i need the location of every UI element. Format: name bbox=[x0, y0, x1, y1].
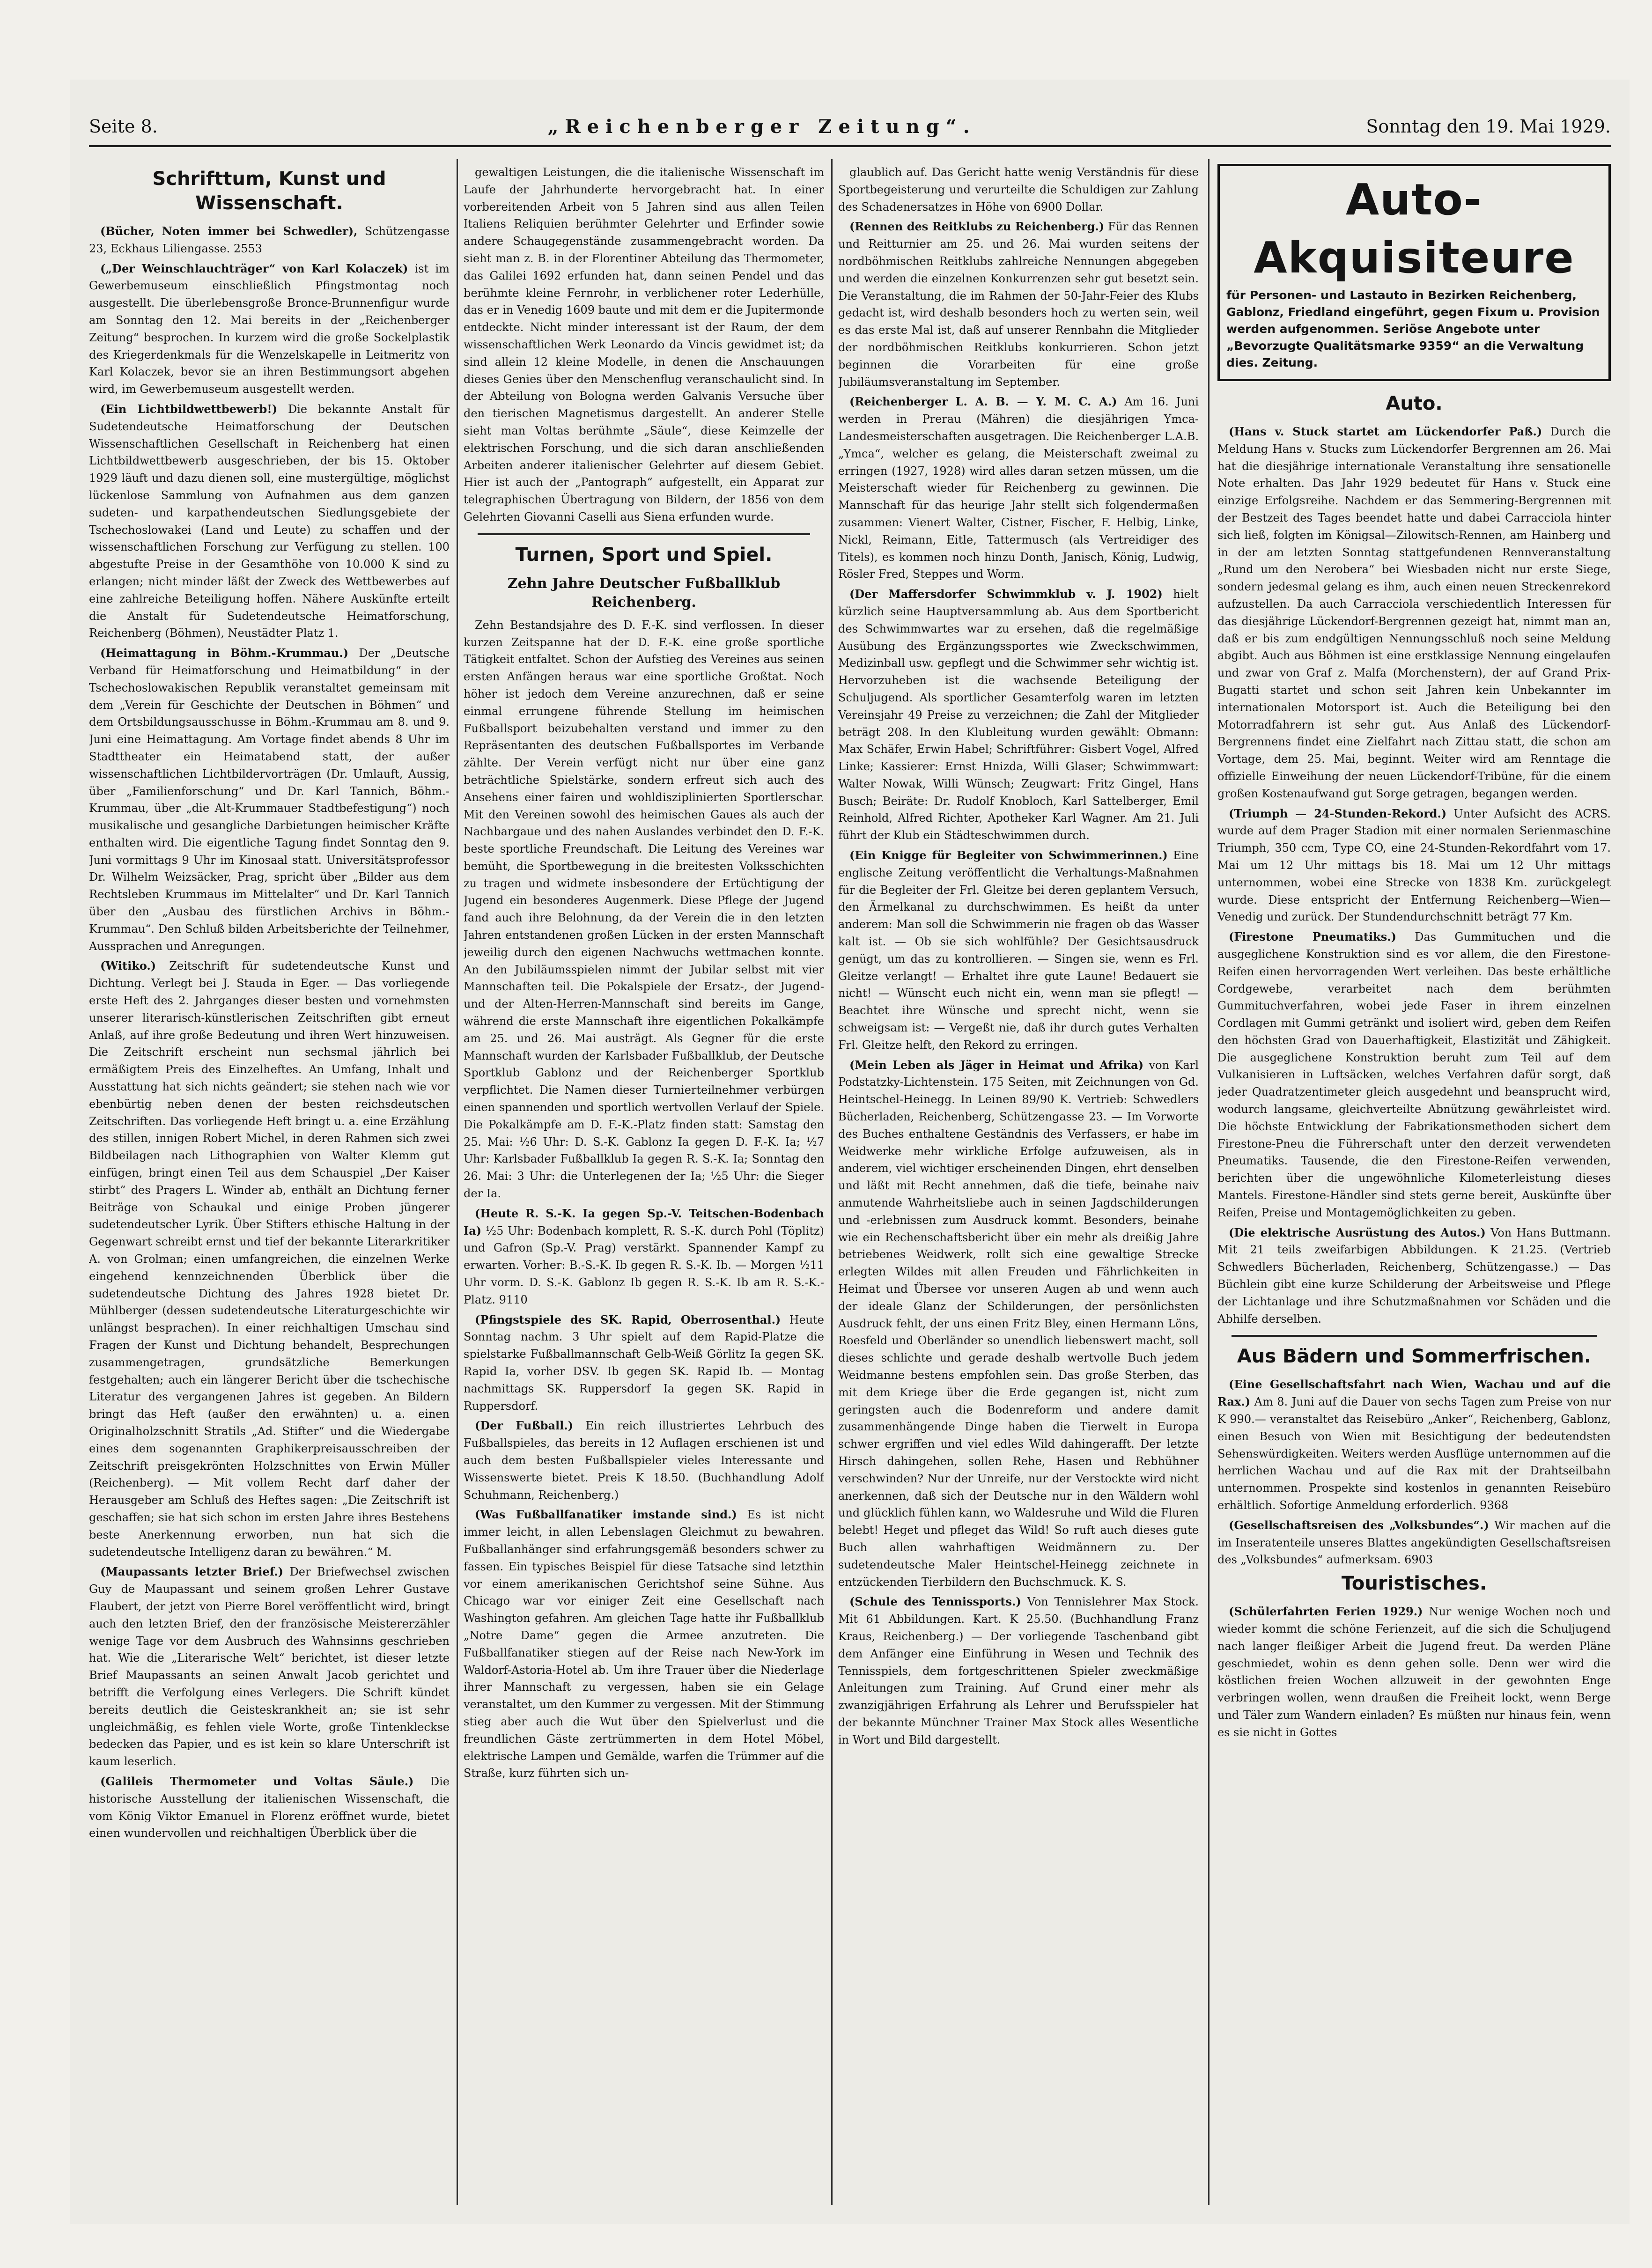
article bbox=[1217, 1603, 1611, 1741]
article-text: Unter Aufsicht des ACRS. wurde auf dem Prager Stadion mit einer normalen Serienmaschine Triumph, 350 ccm, Type CO, eine 24-Stunden-Rekordfahrt vom 17. Mai um 12 Uhr mittags bis 18. Mai um 12 Uhr mittags unternommen, wobei eine Strecke von 1838 Km. zurückgelegt wurde. Diese entspricht der Entfernung Reichenberg—Wien—Venedig und zurück. Der Stundendurchschnitt beträgt 77 Km. bbox=[1217, 807, 1611, 924]
article-text: Die historische Ausstellung der italienischen Wissenschaft, die vom König Viktor Emanuel in Florenz eröffnet wurde, bietet einen wundervollen und reichhaltigen Überblick über die bbox=[89, 1775, 450, 1840]
article-text: Eine englische Zeitung veröffentlicht die Verhaltungs-Maßnahmen für die Begleiter der Frl. Gleitze bei deren geplantem Versuch, den Ärmelkanal zu durchschwimmen. Es heißt da unter anderem: Man soll die Schwimmerin nie fragen ob das Wasser kalt ist. — Ob sie sich wohlfühle? Der Gesichtsausdruck genügt, um das zu kontrollieren. — Singen sie, wenn es Frl. Gleitze verlangt! — Erhaltet ihre gute Laune! Bedauert sie nicht! — Wünscht euch nicht ein, wenn man sie pflegt! — Beachtet ihre Wünsche und sprecht nicht, wenn sie schweigsam ist: — Vergeßt nie, daß ihr durch gutes Verhalten Frl. Gleitze helft, den Rekord zu erringen. bbox=[838, 849, 1199, 1052]
article-lead: (Triumph — 24-Stunden-Rekord.) bbox=[1229, 806, 1447, 820]
article-lead: (Witiko.) bbox=[100, 959, 156, 973]
article-text: Zeitschrift für sudetendeutsche Kunst und Dichtung. Verlegt bei J. Stauda in Eger. — Das vorliegende erste Heft des 2. Jahrganges dieser besten und vornehmsten unserer literarisch-künstlerischen Zeitschriften gibt erneut Anlaß, auf ihre große Bedeutung und ihren Wert hinzuweisen. Die Zeitschrift erscheint nun sechsmal jährlich bei ermäßigtem Preis des Einzelheftes. An Umfang, Inhalt und Ausstattung hat sich nichts geändert; sie stehen nach wie vor ebenbürtig neben denen der besten reichsdeutschen Zeitschriften. Das vorliegende Heft bringt u. a. eine Erzählung des stillen, innigen Robert Michel, in deren Rahmen sich zwei Bildbeilagen nach Lithographien von Walter Klemm gut einfügen, bringt einen Teil aus dem Schauspiel „Der Kaiser stirbt“ des Pragers L. Winder ab, enthält an Dichtung ferner Beiträge von Schaukal und einige Proben jüngerer sudetendeutscher Lyrik. Über Stifters ethische Haltung in der Gegenwart schreibt ernst und tief der bekannte Literarkritiker A. von Grolman; einen umfangreichen, die einzelnen Werke eingehend kennzeichnenden Überblick über die sudetendeutsche Dichtung des Jahres 1928 bietet Dr. Mühlberger (dessen sudetendeutsche Literaturgeschichte wir unlängst besprachen). In einer reichhaltigen Umschau sind Fragen der Kunst und Dichtung behandelt, Besprechungen zusammengetragen, grundsätzliche Bemerkungen festgehalten; auch ein längerer Bericht über die tschechische Literatur des vergangenen Jahres ist gegeben. An Bildern bringt das Heft (außer den erwähnten) u. a. einen Originalholzschnitt Stratils „Ad. Stifter“ und die Wiedergabe eines dem sogenannten Graphikerpreisausschreiben der Zeitschrift preisgekrönten Holzschnittes von Erwin Müller (Reichenberg). — Mit vollem Recht darf daher der Herausgeber am Schluß des Heftes sagen: „Die Zeitschrift ist geschaffen; sie hat sich schon im ersten Jahre ihres Bestehens beste Anerkennung erworben, nun hat sich die sudetendeutsche Intelligenz daran zu bewähren.“ M. bbox=[89, 959, 450, 1559]
article bbox=[1217, 1517, 1611, 1568]
article bbox=[838, 1057, 1199, 1591]
article bbox=[1217, 805, 1611, 926]
article-text: Von Tennislehrer Max Stock. Mit 61 Abbildungen. Kart. K 25.50. (Buchhandlung Franz Kraus, Reichenberg.) — Der vorliegende Taschenband gibt dem Anfänger eine Einführung in Wesen und Technik des Tennisspiels, dem fortgeschrittenen Spieler zweckmäßige Anleitungen zum Training. Auf Grund einer mehr als zwanzigjährigen Erfahrung als Lehrer und Berufsspieler hat der bekannte Münchner Trainer Max Stock alles Wesentliche in Wort und Bild dargestellt. bbox=[838, 1595, 1199, 1746]
article-text: Durch die Meldung Hans v. Stucks zum Lückendorfer Bergrennen am 26. Mai hat die diesjährige internationale Veranstaltung ihre sensationelle Note erhalten. Das Jahr 1929 bedeutet für Hans v. Stuck eine einzige Erfolgsreihe. Nachdem er das Semmering-Bergrennen mit der Bestzeit des Tages beendet hatte und dabei Carracciola hinter sich ließ, folgten im Königsal—Zilowitsch-Rennen, am Hainberg und in der am letzten Sonntag stattgefundenen Rennveranstaltung „Rund um den Nerobera“ bei Wiesbaden nicht nur erste Siege, sondern jedesmal gelang es ihm, auch einen neuen Streckenrekord aufzustellen. Da auch Carracciola verschiedentlich Interessen für das diesjährige Lückendorf-Bergrennen gezeigt hat, nimmt man an, daß er bis zum endgültigen Nennungsschluß noch seine Meldung abgibt. Auch aus Böhmen ist eine erstklassige Nennung eingelaufen und zwar von Graf z. Malfa (Morchenstern), der auf Grand Prix-Bugatti startet und schon seit Jahren kein Unbekannter im internationalen Motorsport ist. Auch die Beteiligung bei den Motorradfahrern ist sehr gut. Aus Anlaß des Lückendorf-Bergrennens findet eine Zielfahrt nach Zittau statt, die schon am Vortage, dem 25. Mai, beginnt. Weiter wird am Renntage die offizielle Einweihung der neuen Lückendorf-Tribüne, für die einem großen Kostenaufwand gut Sorge getragen, begangen werden. bbox=[1217, 425, 1611, 800]
article bbox=[1217, 423, 1611, 803]
article-text: Der „Deutsche Verband für Heimatforschung und Heimatbildung“ in der Tschechoslowakischen Republik veranstaltet gemeinsam mit dem „Verein für Geschichte der Deutschen in Böhmen“ und dem Ortsbildungsausschusse in Böhm.-Krummau am 8. und 9. Juni eine Heimattagung. Am Vortage findet abends 8 Uhr im Stadttheater ein Heimatabend statt, der außer wissenschaftlichen Lichtbildervorträgen (Dr. Umlauft, Aussig, über „Familienforschung“ und Dr. Karl Tannich, Böhm.-Krummau, über „die Alt-Krummauer Stadtbefestigung“) noch musikalische und gesangliche Darbietungen heimischer Kräfte enthalten wird. Die eigentliche Tagung findet Sonntag den 9. Juni vormittags 9 Uhr im Kinosaal statt. Universitätsprofessor Dr. Wilhelm Weizsäcker, Prag, spricht über „Bilder aus dem Rechtsleben Krummaus im Mittelalter“ und Dr. Karl Tannich über den „Ausbau des fürstlichen Archivs in Böhm.-Krummau“. Den Schluß bilden Arbeitsberichte der Teilnehmer, Aussprachen und Anregungen. bbox=[89, 647, 450, 953]
article-text: Heute Sonntag nachm. 3 Uhr spielt auf dem Rapid-Platze die spielstarke Fußballmannschaft Gelb-Weiß Görlitz Ia gegen SK. Rapid Ia, vorher DSV. Ib gegen SK. Rapid Ib. — Montag nachmittags SK. Ruppersdorf Ia gegen SK. Rapid in Ruppersdorf. bbox=[464, 1313, 824, 1413]
article-lead: (Pfingstspiele des SK. Rapid, Oberrosenthal.) bbox=[475, 1312, 781, 1326]
section-title-baeder: Aus Bädern und Sommerfrischen. bbox=[1237, 1346, 1592, 1368]
article-text: Von Hans Buttmann. Mit 21 teils zweifarbigen Abbildungen. K 21.25. (Vertrieb Schwedlers Bücherladen, Reichenberg, Schützengasse.) — Das Büchlein gibt eine kurze Schilderung der Arbeitsweise und Pflege der Lichtanlage und ihre Schutzmaßnahmen vor Schäden und die Abhilfe derselben. bbox=[1217, 1226, 1611, 1325]
article-text: Die bekannte Anstalt für Sudetendeutsche Heimatforschung der Deutschen Wissenschaftlichen Gesellschaft in Reichenberg hat einen Lichtbildwettbewerb ausgeschrieben, der bis 15. Oktober 1929 läuft und dazu dienen soll, eine mustergültige, möglichst lückenlose Sammlung von Aufnahmen aus dem ganzen sudeten- und karpathendeutschen Siedlungsgebiete der Tschechoslowakei (Land und Leute) zu schaffen und der wissenschaftlichen Forschung zur Verfügung zu stellen. 100 abgestufte Preise in der Gesamthöhe von 10.000 K sind zu erlangen; nicht minder läßt der Zweck des Wettbewerbes auf eine zahlreiche Beteiligung hoffen. Nähere Auskünfte erteilt die Anstalt für Sudetendeutsche Heimatforschung, Reichenberg (Böhmen), Neustädter Platz 1. bbox=[89, 402, 450, 640]
article-text: Es ist nicht immer leicht, in allen Lebenslagen Gleichmut zu bewahren. Fußballanhänger sind erfahrungsgemäß besonders schwer zu fassen. Ein typisches Beispiel für diese Tatsache sind letzthin vor einem amerikanischen Gerichtshof seine Sühne. Aus Chicago war vor einiger Zeit eine Gesellschaft nach Washington gefahren. Am gleichen Tage hatte ihr Fußballklub „Notre Dame“ gegen die Armee anzutreten. Die Fußballfanatiker stiegen auf der Reise nach New-York im Waldorf-Astoria-Hotel ab. Um ihre Trauer über die Niederlage ihrer Mannschaft zu vergessen, haben sie ein Gelage veranstaltet, um den Kummer zu vergessen. Mit der Stimmung stieg aber auch die Wut über den Spielverlust und die freundlichen Gäste zertrümmerten in dem Hotel Möbel, elektrische Lampen und Gemälde, warfen die Trümmer auf die Straße, kurz führten sich un- bbox=[464, 1508, 824, 1780]
article-lead: (Reichenberger L. A. B. — Y. M. C. A.) bbox=[849, 395, 1117, 409]
section-divider bbox=[1232, 1335, 1597, 1337]
article-text: Der Briefwechsel zwischen Guy de Maupassant und seinem großen Lehrer Gustave Flaubert, der jetzt von Pierre Borel veröffentlicht wird, bringt auch den letzten Brief, den der französische Meistererzähler wenige Tage vor dem Ausbruch des Wahnsinns geschrieben hat. Wie die „Literarische Welt“ berichtet, ist dieser letzte Brief Maupassants an seinen Anwalt Jacob gerichtet und betrifft die Verfolgung eines Verlegers. Die Schrift kündet bereits deutlich die Geisteskrankheit an; sie ist sehr ungleichmäßig, es fehlen viele Worte, große Tintenkleckse bedecken das Papier, und es ist kein so klare Unterschrift ist kaum leserlich. bbox=[89, 1565, 450, 1768]
article bbox=[89, 645, 450, 955]
article-text: Ein reich illustriertes Lehrbuch des Fußballspieles, das bereits in 12 Auflagen erschienen ist und auch dem besten Fußballspieler vieles Interessante und Wissenswerte bietet. Preis K 18.50. (Buchhandlung Adolf Schuhmann, Reichenberg.) bbox=[464, 1419, 824, 1502]
article-lead: (Der Fußball.) bbox=[475, 1419, 573, 1433]
article bbox=[838, 847, 1199, 1054]
article-lead: (Firestone Pneumatiks.) bbox=[1229, 930, 1396, 944]
column-4 bbox=[1217, 164, 1611, 2205]
article bbox=[464, 1311, 824, 1415]
article bbox=[1217, 928, 1611, 1222]
article-lead: (Heute R. S.-K. Ia gegen Sp.-V. Teitschen-Bodenbach Ia) bbox=[464, 1206, 824, 1237]
article-text: Am 8. Juni auf die Dauer von sechs Tagen zum Preise von nur K 990.— veranstaltet das Reisebüro „Anker“, Reichenberg, Gablonz, einen Besuch von Wien mit Besichtigung der bedeutendsten Sehenswürdigkeiten. Weiters werden Ausflüge unternommen auf die herrlichen Wachau und auf die Rax mit der Drahtseilbahn unternommen. Prospekte sind kostenlos in genannten Reisebüro erhältlich. Sofortige Anmeldung erforderlich. 9368 bbox=[1217, 1395, 1611, 1512]
newspaper-page bbox=[70, 80, 1630, 2224]
article bbox=[89, 1773, 450, 1842]
article-text: Zehn Bestandsjahre des D. F.-K. sind verflossen. In dieser kurzen Zeitspanne hat der D. F.-K. eine große sportliche Tätigkeit entfaltet. Schon der Aufstieg des Vereines aus seinen ersten Anfängen heraus war eine sportliche Großtat. Noch höher ist jedoch dem Vereine anzurechnen, daß er seine einmal errungene führende Stellung im heimischen Fußballsport beizubehalten verstand und immer zu den Repräsentanten des deutschen Fußballsportes im Verbande zählte. Der Verein verfügt nicht nur über eine ganz beträchtliche Spielstärke, sondern erfreut sich auch des Ansehens einer fairen und wohldisziplinierten Sportlerschar. Mit den Vereinen sowohl des heimischen Gaues als auch der Nachbargaue und des nahen Auslandes verbindet den D. F.-K. beste sportliche Freundschaft. Die Leitung des Vereines war bemüht, die Sportbewegung in die breitesten Volksschichten zu tragen und widmete insbesondere der Ertüchtigung der Jugend ein besonderes Augenmerk. Diese Pflege der Jugend fand auch ihre Belohnung, da der Verein die in den letzten Jahren entstandenen großen Lücken in der ersten Mannschaft jeweilig durch den eigenen Nachwuchs wettmachen konnte. An den Jubiläumsspielen nimmt der Jubilar selbst mit vier Mannschaften teil. Die Pokalspiele der Ersatz-, der Jugend- und der Alten-Herren-Mannschaft sind bereits im Gange, während die erste Mannschaft ihre eigentlichen Pokalkämpfe am 25. und 26. Mai austrägt. Als Gegner für die erste Mannschaft wurden der Karlsbader Fußballklub, der Deutsche Sportklub Gablonz und der Reichenberger Sportklub verpflichtet. Die Namen dieser Turnierteilnehmer verbürgen einen spannenden und sportlich wertvollen Verlauf der Spiele. Die Pokalkämpfe am D. F.-K.-Platz finden statt: Samstag den 25. Mai: ½6 Uhr: D. S.-K. Gablonz Ia gegen D. F.-K. Ia; ½7 Uhr: Karlsbader Fußballklub Ia gegen R. S.-K. Ia; Sonntag den 26. Mai: 3 Uhr: die Unterlegenen der Ia; ½5 Uhr: die Sieger der Ia. bbox=[464, 618, 824, 1200]
column-rule bbox=[1208, 159, 1210, 2205]
article bbox=[838, 218, 1199, 390]
article-lead: (Mein Leben als Jäger in Heimat und Afrika) bbox=[849, 1058, 1144, 1072]
article-text: Nur wenige Wochen noch und wieder kommt die schöne Ferienzeit, auf die sich die Schuljugend nach langer fleißiger Arbeit die Jugend freut. Da werden Pläne geschmiedet, wohin es denn gehen solle. Denn wer wird die köstlichen freien Wochen allzuweit in der gewohnten Enge verbringen wollen, wenn draußen die Freiheit lockt, wenn Berge und Täler zum Wandern einladen? Es müßten nur hinaus fein, wenn es sie nicht in Gottes bbox=[1217, 1605, 1611, 1739]
masthead: „Reichenberger Zeitung“. bbox=[547, 115, 976, 138]
article bbox=[464, 1205, 824, 1309]
article-lead: (Schülerfahrten Ferien 1929.) bbox=[1229, 1605, 1423, 1619]
article-text: Wir machen auf die im Inseratenteile unseres Blattes angekündigten Gesellschaftsreisen des „Volksbundes“ aufmerksam. 6903 bbox=[1217, 1518, 1611, 1567]
article bbox=[838, 1593, 1199, 1748]
article-text: Am 16. Juni werden in Prerau (Mähren) die diesjährigen Ymca-Landesmeisterschaften ausgetragen. Die Reichenberger L.A.B. „Ymca“, welcher es gelang, die Meisterschaft zweimal zu erringen (1927, 1928) wird alles daran setzen müssen, um die Meisterschaft wieder für Reichenberg zu gewinnen. Die Mannschaft für das heurige Jahr stellt sich folgendermaßen zusammen: Vienert Walter, Cistner, Fischer, F. Helbig, Linke, Nickl, Reimann, Eitle, Tattermusch (als Vertreidiger des Titels), es kommen noch hinzu Donth, Janisch, König, Ludwig, Rösler Fred, Steppes und Worm. bbox=[838, 395, 1199, 581]
ad-headline: Auto-Akquisiteure bbox=[1254, 175, 1575, 283]
article-lead: (Schule des Tennissports.) bbox=[849, 1595, 1021, 1609]
article bbox=[838, 393, 1199, 583]
article-lead: (Galileis Thermometer und Voltas Säule.) bbox=[100, 1774, 414, 1788]
article bbox=[89, 957, 450, 1561]
columns bbox=[89, 155, 1611, 2205]
article-text: von Karl Podstatzky-Lichtenstein. 175 Seiten, mit Zeichnungen von Gd. Heintschel-Heinegg. In Leinen 89/90 K. Vertrieb: Schwedlers Bücherladen, Reichenberg, Schützengasse 23. — Im Vorworte des Buches enthaltene Geständnis des Verfassers, er habe im Weidwerke mehr wirkliche Erfolge aufzuweisen, als in anderem, viel wichtiger erscheinenden Dingen, ehrt denselben und läßt mit Recht annehmen, daß die tiefe, beinahe naiv anmutende Wahrheitsliebe auch in seinen Jagdschilderungen und -erlebnissen zum Ausdruck kommt. Besonders, beinahe wie ein Rechenschaftsbericht über ein mehr als dreißig Jahre betriebenes Weidwerk, rollt sich eine gewaltige Strecke erlegten Wildes mit allen Freuden und Fährlichkeiten in Heimat und Übersee vor unseren Augen ab und wenn auch der ideale Glanz der Schilderungen, der persönlichsten Ausdruck fehlt, der uns einen Fritz Bley, einen Hermann Löns, Roesfeld und Oberländer so unendlich liebenswert macht, soll dieses schlichte und gerade deshalb wertvolle Buch jedem Weidmanne bestens empfohlen sein. Das große Sterben, das mit dem Kriege über die Erde gegangen ist, nicht zum geringsten auch die Bodenreform und andere damit zusammenhängende Dinge haben die Tierwelt in Europa schwer ergriffen und viel edles Wild dahingerafft. Der letzte Hirsch dahingehen, sollen Rehe, Hasen und Rebhühner verschwinden? Nur der Unreife, nur der Verstockte wird nicht anerkennen, daß sich der Deutsche nur in den Wäldern wohl und glücklich fühlen kann, wo Waldesruhe und Wild die Fluren belebt! Heget und pfleget das Wild! So ruft auch dieses gute Buch allen wahrhaftigen Weidmännern zu. Der sudetendeutsche Maler Heintschel-Heinegg zeichnete in entzückenden Tierbildern den Buchschmuck. K. S. bbox=[838, 1058, 1199, 1589]
article-lead: (Die elektrische Ausrüstung des Autos.) bbox=[1229, 1225, 1486, 1239]
article-lead: (Ein Lichtbildwettbewerb!) bbox=[100, 402, 278, 416]
section-title-auto: Auto. bbox=[1386, 393, 1443, 414]
article-lead: (Eine Gesellschaftsfahrt nach Wien, Wachau und auf die Rax.) bbox=[1217, 1377, 1611, 1409]
article-lead: („Der Weinschlauchträger“ von Karl Kolaczek) bbox=[100, 261, 408, 275]
section-title-touristisches: Touristisches. bbox=[1341, 1573, 1487, 1595]
article bbox=[89, 260, 450, 398]
article-lead: (Ein Knigge für Begleiter von Schwimmerinnen.) bbox=[849, 848, 1168, 862]
article-lead: (Hans v. Stuck startet am Lückendorfer Paß.) bbox=[1229, 425, 1542, 438]
article-text: Das Gummituchen und die ausgeglichene Konstruktion sind es vor allem, die den Firestone-Reifen einen hervorragenden Wert verleihen. Das beste erhältliche Cordgewebe, verarbeitet nach dem berühmten Gummituchverfahren, wobei jede Faser in ihrem einzelnen Cordlagen mit Gummi getränkt und isoliert wird, geben dem Reifen den höchsten Grad von Dauerhaftigkeit, Elastizität und Zähigkeit. Die ausgeglichene Konstruktion beruht zum Teil auf dem Vulkanisieren in Luftsäcken, welches Verfahren dafür sorgt, daß jeder Quadratzentimeter gleich ausgedehnt und beansprucht wird, wodurch langsame, gleichverteilte Abnützung gewährleistet wird. Die höchste Entwicklung der Fabrikationsmethoden sichert dem Firestone-Pneu die Führerschaft unter den derzeit verwendeten Pneumatiks. Tausende, die den Firestone-Reifen verwenden, berichten über die ungewöhnliche Kilometerleistung dieses Mantels. Firestone-Händler sind stets gerne bereit, Auskünfte über Reifen, Preise und Montagemöglichkeiten zu geben. bbox=[1217, 930, 1611, 1219]
article-text: ½5 Uhr: Bodenbach komplett, R. S.-K. durch Pohl (Töplitz) und Gafron (Sp.-V. Prag) verstärkt. Spannender Kampf zu erwarten. Vorher: B.-S.-K. Ib gegen R. S.-K. Ib. — Morgen ½11 Uhr vorm. D. S.-K. Gablonz Ib gegen R. S.-K. Ib am R. S.-K.-Platz. 9110 bbox=[464, 1224, 824, 1306]
article bbox=[464, 1506, 824, 1782]
article-lead: (Heimattagung in Böhm.-Krummau.) bbox=[100, 646, 349, 660]
article bbox=[89, 223, 450, 258]
article-continuation: glaublich auf. Das Gericht hatte wenig Verständnis für diese Sportbegeisterung und verurteilte die Schuldigen zur Zahlung des Schadenersatzes in Höhe von 6900 Dollar. bbox=[838, 166, 1199, 214]
article-lead: (Was Fußballfanatiker imstande sind.) bbox=[475, 1508, 737, 1522]
column-1 bbox=[89, 164, 450, 2205]
article bbox=[838, 586, 1199, 844]
article-lead: (Der Maffersdorfer Schwimmklub v. J. 1902) bbox=[849, 587, 1163, 601]
column-rule bbox=[457, 159, 458, 2205]
article-continuation: gewaltigen Leistungen, die die italienische Wissenschaft im Laufe der Jahrhunderte hervorgebracht hat. In einer vorbereitenden Arbeit von 5 Jahren sind aus allen Teilen Italiens Reliquien berühmter Gelehrter und Erfinder sowie andere Schaugegenstände zusammengebracht worden. Da sieht man z. B. in der Florentiner Abteilung das Thermometer, das Galilei 1692 erfunden hat, dann seinen Pendel und das berühmte kleine Fernrohr, in verblichener roter Lederhülle, das er in Venedig 1609 baute und mit dem er die Jupitermonde entdeckte. Nicht minder interessant ist der Raum, der dem wissenschaftlichen Werk Leonardo da Vincis gewidmet ist; da sind allein 12 kleine Modelle, in denen die Anschauungen dieses Genies über den Menschenflug veranschaulicht sind. In der Abteilung von Bologna werden Galvanis Versuche über den tierischen Magnetismus dargestellt. An anderer Stelle sieht man Voltas berühmte „Säule“, diese Keimzelle der elektrischen Forschung, und die sich daran anschließenden Arbeiten anderer italienischer Gelehrter auf diesem Gebiet. Hier ist auch der „Pantograph“ aufgestellt, ein Apparat zur telegraphischen Übertragung von Bildern, der 1856 von dem Gelehrten Giovanni Caselli aus Siena erfunden wurde. bbox=[464, 166, 824, 523]
section-title-schrifttum: Schrifttum, Kunst und Wissenschaft. bbox=[152, 168, 386, 214]
article-lead: (Bücher, Noten immer bei Schwedler), bbox=[100, 224, 358, 238]
section-divider bbox=[478, 533, 810, 535]
article bbox=[464, 1417, 824, 1503]
article-lead: (Gesellschaftsreisen des „Volksbundes“.) bbox=[1229, 1518, 1489, 1532]
column-3 bbox=[838, 164, 1199, 2205]
article-text: Für das Rennen und Reitturnier am 25. und 26. Mai wurden seitens der nordböhmischen Reitklubs zahlreiche Nennungen abgegeben und werden die einzelnen Konkurrenzen sehr gut besetzt sein. Die Veranstaltung, die im Rahmen der 50-Jahr-Feier des Klubs gedacht ist, wird deshalb besonders hoch zu werten sein, weil es das erste Mal ist, daß auf unserer Rennbahn die Mitglieder der nordböhmischen Reitklubs konkurrieren. Schon jetzt beginnen die Vorarbeiten für eine große Jubiläumsveranstaltung im September. bbox=[838, 220, 1199, 389]
article bbox=[1217, 1376, 1611, 1514]
page-header bbox=[89, 108, 1611, 147]
article-lead: (Maupassants letzter Brief.) bbox=[100, 1565, 284, 1579]
column-2 bbox=[464, 164, 824, 2205]
issue-date: Sonntag den 19. Mai 1929. bbox=[1366, 116, 1611, 137]
section-title-sport: Turnen, Sport und Spiel. bbox=[515, 544, 773, 566]
page-number: Seite 8. bbox=[89, 116, 158, 137]
article-headline: Zehn Jahre Deutscher Fußballklub Reichenberg. bbox=[507, 575, 781, 611]
advertisement bbox=[1217, 164, 1611, 381]
article-text: Schützengasse 23, Eckhaus Liliengasse. 2553 bbox=[89, 225, 450, 255]
article-text: ist im Gewerbemuseum einschließlich Pfingstmontag noch ausgestellt. Die überlebensgroße Bronce-Brunnenfigur wurde am Sonntag den 12. Mai bereits in der „Reichenberger Zeitung“ besprochen. In kurzem wird die große Sockelplastik des Kriegerdenkmals für die Wenzelskapelle in Leitmeritz von Karl Kolaczek, bevor sie an ihren Bestimmungsort abgehen wird, im Gewerbemuseum ausgestellt werden. bbox=[89, 262, 450, 396]
article bbox=[89, 401, 450, 642]
ad-text: für Personen- und Lastauto in Bezirken Reichenberg, Gablonz, Friedland eingeführt, gegen Fixum u. Provision werden aufgenommen. Seriöse Angebote unter „Bevorzugte Qualitätsmarke 9359“ an die Verwaltung dies. Zeitung. bbox=[1226, 288, 1600, 369]
article-lead: (Rennen des Reitklubs zu Reichenberg.) bbox=[849, 220, 1105, 234]
article bbox=[1217, 1224, 1611, 1328]
article-text: hielt kürzlich seine Hauptversammlung ab. Aus dem Sportbericht des Schwimmwartes war zu ersehen, daß die regelmäßige Ausübung des Ergänzungssportes wie Zweckschwimmen, Medizinball usw. gepflegt und die Schwimmer sehr wichtig ist. Hervorzuheben ist die wachsende Beteiligung der Schuljugend. Als sportlicher Gesamterfolg waren im letzten Vereinsjahr 49 Preise zu verzeichnen; die Zahl der Mitglieder beträgt 208. In den Klubleitung wurden gewählt: Obmann: Max Schäfer, Erwin Habel; Schriftführer: Gisbert Vogel, Alfred Linke; Kassierer: Ernst Hnizda, Willi Glaser; Schwimmwart: Walter Nowak, Willi Wünsch; Zeugwart: Fritz Gingel, Hans Busch; Beiräte: Dr. Rudolf Knobloch, Karl Sattelberger, Emil Reinhold, Alfred Richter, Apotheker Karl Wagner. Am 21. Juli führt der Klub ein Städteschwimmen durch. bbox=[838, 588, 1199, 842]
column-rule bbox=[831, 159, 833, 2205]
article bbox=[89, 1563, 450, 1770]
